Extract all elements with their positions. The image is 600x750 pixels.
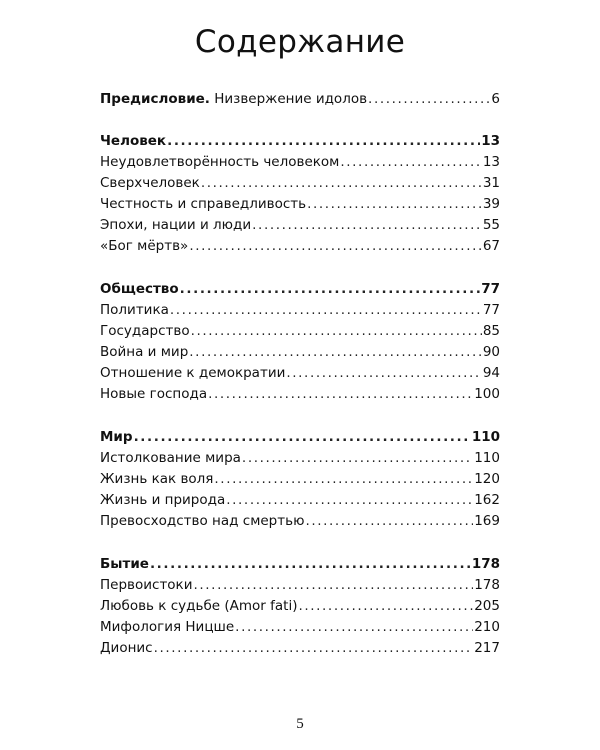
toc-entry[interactable] xyxy=(100,638,500,659)
table-of-contents xyxy=(100,89,500,681)
toc-entry-page: 13 xyxy=(481,133,500,149)
toc-entry-title: «Бог мёртв» xyxy=(100,238,189,254)
toc-entry-title: Политика xyxy=(100,302,169,318)
toc-entry[interactable] xyxy=(100,236,500,257)
toc-entry-title: Превосходство над смертью xyxy=(100,513,305,529)
toc-entry-page: 90 xyxy=(482,344,500,360)
toc-entry[interactable] xyxy=(100,363,500,384)
toc-section-mir xyxy=(100,427,500,532)
toc-entry[interactable] xyxy=(100,384,500,405)
toc-entry[interactable] xyxy=(100,511,500,532)
toc-entry-title: Сверхчеловек xyxy=(100,175,200,191)
toc-entry-title: Честность и справедливость xyxy=(100,196,307,212)
toc-entry[interactable] xyxy=(100,469,500,490)
toc-entry-page: 39 xyxy=(482,196,500,212)
dot-leader xyxy=(180,279,481,300)
toc-entry-page: 94 xyxy=(482,365,500,381)
toc-entry-page: 169 xyxy=(474,513,500,529)
toc-entry-title: Война и мир xyxy=(100,344,189,360)
dot-leader xyxy=(201,173,482,194)
toc-entry-page: 55 xyxy=(482,217,500,233)
dot-leader xyxy=(252,215,482,236)
toc-entry-title: Первоистоки xyxy=(100,577,193,593)
dot-leader xyxy=(305,511,473,532)
dot-leader xyxy=(298,596,473,617)
toc-entry-page: 67 xyxy=(482,238,500,254)
toc-entry[interactable] xyxy=(100,152,500,173)
toc-entry-page: 217 xyxy=(474,640,500,656)
toc-entry-title: Жизнь и природа xyxy=(100,492,226,508)
dot-leader xyxy=(307,194,482,215)
toc-entry[interactable] xyxy=(100,215,500,236)
toc-entry[interactable] xyxy=(100,448,500,469)
toc-entry[interactable] xyxy=(100,575,500,596)
dot-leader xyxy=(189,236,482,257)
toc-entry-page: 31 xyxy=(482,175,500,191)
toc-entry-page: 205 xyxy=(474,598,500,614)
toc-section-heading[interactable] xyxy=(100,554,500,575)
toc-entry-title: Бытие xyxy=(100,556,149,572)
toc-entry[interactable] xyxy=(100,194,500,215)
toc-entry-page: 6 xyxy=(491,91,500,107)
dot-leader xyxy=(242,448,473,469)
dot-leader xyxy=(235,617,473,638)
toc-entry-title: Государство xyxy=(100,323,190,339)
toc-entry-page: 210 xyxy=(474,619,500,635)
dot-leader xyxy=(340,152,481,173)
toc-entry[interactable] xyxy=(100,321,500,342)
toc-entry-title: Отношение к демократии xyxy=(100,365,286,381)
dot-leader xyxy=(170,300,482,321)
toc-entry-page: 77 xyxy=(482,302,500,318)
toc-entry-page: 13 xyxy=(482,154,500,170)
toc-entry-title: Мифология Ницше xyxy=(100,619,235,635)
dot-leader xyxy=(154,638,474,659)
page-number: 5 xyxy=(296,716,304,732)
dot-leader xyxy=(226,490,473,511)
toc-entry-page: 110 xyxy=(471,429,500,445)
toc-entry-title: Неудовлетворённость человеком xyxy=(100,154,340,170)
toc-entry-title: Любовь к судьбе (Amor fati) xyxy=(100,598,298,614)
preface-title: Низвержение идолов xyxy=(209,91,368,107)
toc-entry[interactable] xyxy=(100,342,500,363)
toc-entry[interactable] xyxy=(100,596,500,617)
toc-entry-title: Истолкование мира xyxy=(100,450,241,466)
toc-entry[interactable] xyxy=(100,173,500,194)
preface-label: Предисловие. xyxy=(100,91,210,107)
toc-entry[interactable] xyxy=(100,617,500,638)
toc-entry-page: 162 xyxy=(474,492,500,508)
page-title: Содержание xyxy=(194,24,406,60)
toc-section-heading[interactable] xyxy=(100,279,500,300)
toc-entry-title: Мир xyxy=(100,429,133,445)
dot-leader xyxy=(134,427,471,448)
dot-leader xyxy=(189,342,482,363)
dot-leader xyxy=(191,321,482,342)
toc-section-obshchestvo xyxy=(100,279,500,405)
toc-entry-title: Человек xyxy=(100,133,167,149)
toc-entry-preface[interactable] xyxy=(100,89,500,110)
dot-leader xyxy=(167,131,480,152)
toc-section-heading[interactable] xyxy=(100,427,500,448)
toc-entry-page: 178 xyxy=(474,577,500,593)
toc-section-chelovek xyxy=(100,131,500,257)
dot-leader xyxy=(194,575,474,596)
toc-entry-page: 178 xyxy=(471,556,500,572)
toc-entry-page: 100 xyxy=(474,386,500,402)
toc-section-bytie xyxy=(100,554,500,659)
dot-leader xyxy=(286,363,481,384)
toc-entry[interactable] xyxy=(100,300,500,321)
toc-entry-title: Дионис xyxy=(100,640,153,656)
toc-entry-page: 110 xyxy=(474,450,500,466)
toc-entry-title: Новые господа xyxy=(100,386,208,402)
dot-leader xyxy=(150,554,471,575)
dot-leader xyxy=(368,89,490,110)
toc-entry-title: Жизнь как воля xyxy=(100,471,214,487)
toc-entry-title xyxy=(100,89,367,110)
dot-leader xyxy=(214,469,473,490)
toc-entry-page: 77 xyxy=(481,281,500,297)
toc-entry-page: 120 xyxy=(474,471,500,487)
toc-entry[interactable] xyxy=(100,490,500,511)
toc-entry-title: Эпохи, нации и люди xyxy=(100,217,252,233)
toc-entry-title: Общество xyxy=(100,281,179,297)
toc-entry-page: 85 xyxy=(482,323,500,339)
toc-section-preface xyxy=(100,89,500,110)
dot-leader xyxy=(208,384,473,405)
toc-section-heading[interactable] xyxy=(100,131,500,152)
